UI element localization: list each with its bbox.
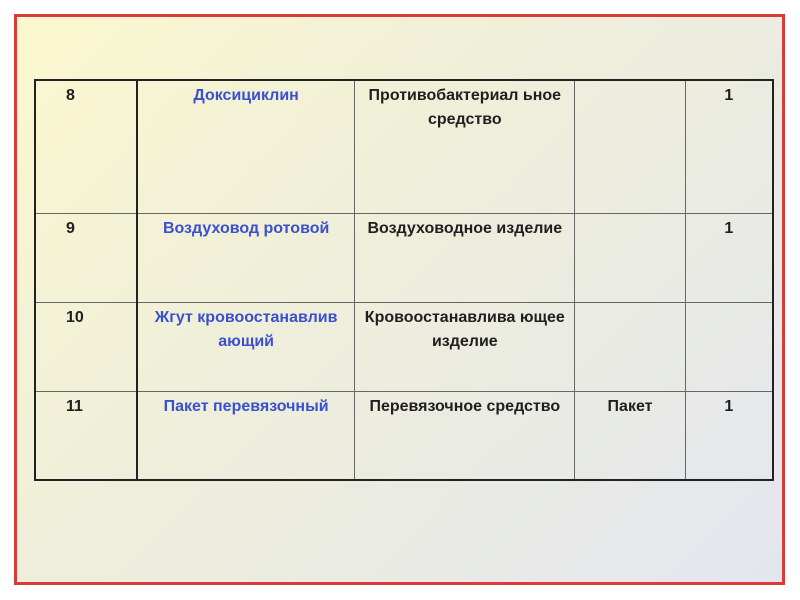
item-name: Воздуховод ротовой [137, 213, 355, 302]
item-description: Перевязочное средство [355, 391, 575, 480]
item-package [575, 213, 685, 302]
item-name: Пакет перевязочный [137, 391, 355, 480]
item-name: Жгут кровоостанавлив ающий [137, 302, 355, 391]
table-row [35, 213, 773, 302]
item-package [575, 80, 685, 213]
table-row [35, 391, 773, 480]
item-quantity [685, 302, 773, 391]
item-description: Воздуховодное изделие [355, 213, 575, 302]
row-number: 8 [35, 80, 137, 213]
item-package: Пакет [575, 391, 685, 480]
table-row [35, 302, 773, 391]
row-number: 10 [35, 302, 137, 391]
item-package [575, 302, 685, 391]
row-number: 11 [35, 391, 137, 480]
item-name: Доксициклин [137, 80, 355, 213]
item-quantity: 1 [685, 80, 773, 213]
item-quantity: 1 [685, 213, 773, 302]
medical-supplies-table [34, 79, 774, 481]
item-description: Противобактериал ьное средство [355, 80, 575, 213]
table-row [35, 80, 773, 213]
item-description: Кровоостанавлива ющее изделие [355, 302, 575, 391]
item-quantity: 1 [685, 391, 773, 480]
row-number: 9 [35, 213, 137, 302]
